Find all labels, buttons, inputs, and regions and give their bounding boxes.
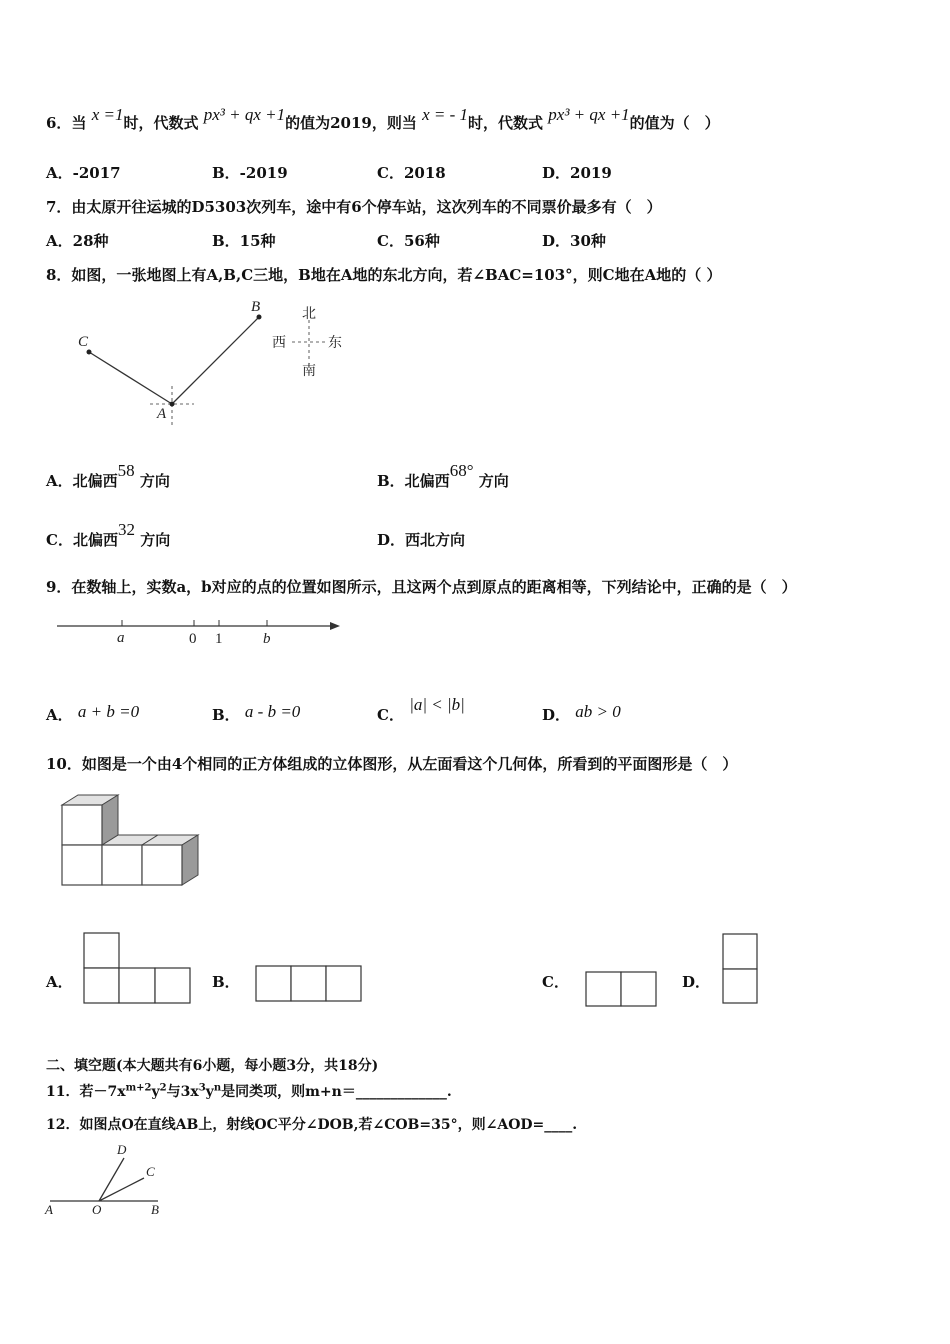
q6-math-2: px³ + qx +1 (203, 105, 286, 124)
q7-option-c: C．56种 (377, 232, 440, 250)
question-8: 8．如图，一张地图上有A,B,C三地，B地在A地的东北方向，若∠BAC=103°，则C地在A地的（ ） (46, 266, 722, 284)
q7-option-a: A．28种 (46, 232, 109, 250)
q6-option-c: C．2018 (377, 164, 446, 182)
compass-east: 东 (328, 335, 342, 351)
q6-option-d: D．2019 (542, 164, 612, 182)
q12-label-c: C (146, 1164, 155, 1179)
q11-text-1: 11．若－7x (46, 1084, 126, 1100)
q11-exp-4: n (213, 1082, 222, 1094)
question-9: 9．在数轴上，实数a，b对应的点的位置如图所示，且这两个点到原点的距离相等，下列结论中，正确的是（ ） (46, 578, 797, 596)
q10-option-d: D． (682, 973, 711, 991)
q6-math-3: x = - 1 (422, 105, 469, 124)
q11-text-3: 与3x (166, 1084, 199, 1100)
q6-option-b: B．-2019 (212, 164, 288, 182)
label-c: C (78, 334, 89, 350)
q6-text-2: 时，代数式 (123, 114, 199, 132)
q10-option-b: B． (212, 973, 240, 991)
q12-label-a: A (45, 1202, 53, 1217)
q6-text-1: 当 (71, 114, 87, 132)
q8-option-a-prefix: A．北偏西 (46, 472, 118, 490)
q7-option-d: D．30种 (542, 232, 606, 250)
q9-option-d-label: D． (542, 706, 571, 724)
q12-label-o: O (92, 1202, 102, 1217)
q11-exp-2: 2 (159, 1082, 167, 1094)
q6-number: 6． (46, 114, 72, 132)
label-a: A (157, 406, 167, 422)
q9-option-a-label: A． (46, 706, 73, 724)
q9-option-c-label: C． (377, 706, 404, 724)
q11-exp-3: 3 (198, 1082, 206, 1094)
label-b: B (251, 299, 261, 315)
q8-option-c-prefix: C．北偏西 (46, 531, 118, 549)
q7-option-b: B．15种 (212, 232, 276, 250)
q8-option-c-value: 32 (117, 520, 135, 539)
q6-math-4: px³ + qx +1 (548, 105, 630, 124)
q6-math-1: x =1 (91, 105, 124, 124)
axis-label-a: a (117, 630, 125, 646)
q11-text-5: 是同类项，则m+n＝_____________. (221, 1084, 452, 1100)
q11-exp-1: m+2 (125, 1082, 152, 1094)
q12-label-b: B (151, 1202, 159, 1217)
q8-option-a-suffix: 方向 (139, 472, 170, 490)
q11-text-2: y (151, 1084, 160, 1100)
q8-option-c-suffix: 方向 (140, 531, 171, 549)
q6-text-5: 的值为（ ） (629, 114, 720, 132)
compass-south: 南 (302, 363, 316, 379)
axis-label-0: 0 (189, 631, 197, 647)
q10-option-c: C． (542, 973, 569, 991)
q8-option-a-value: 58 (117, 461, 135, 480)
section-2-title: 二、填空题(本大题共有6小题，每小题3分，共18分) (46, 1058, 379, 1074)
q9-option-b-label: B． (212, 706, 240, 724)
q12-label-d: D (117, 1142, 127, 1157)
q9-option-c-math: |a| < |b| (409, 695, 465, 714)
q8-option-d-prefix: D．西北方向 (377, 531, 466, 549)
q6-option-a: A．-2017 (46, 164, 121, 182)
axis-label-1: 1 (215, 631, 223, 647)
q8-option-b-value: 68° (449, 461, 474, 480)
question-12: 12．如图点O在直线AB上，射线OC平分∠DOB,若∠COB=35°，则∠AOD=____. (46, 1117, 578, 1133)
q9-option-d-math: ab > 0 (575, 702, 621, 721)
compass-west: 西 (272, 335, 286, 351)
question-10: 10．如图是一个由4个相同的正方体组成的立体图形，从左面看这个几何体，所看到的平面图形是（ ） (46, 755, 738, 773)
compass-north: 北 (302, 306, 316, 322)
q10-option-a: A． (46, 973, 73, 991)
q8-option-b-prefix: B．北偏西 (377, 472, 450, 490)
q11-text-4: y (205, 1084, 214, 1100)
q9-option-a-math: a + b =0 (77, 702, 140, 721)
q6-text-4: 时，代数式 (468, 114, 544, 132)
q9-option-b-math: a - b =0 (244, 702, 301, 721)
q6-text-3: 的值为2019，则当 (285, 114, 417, 132)
q8-option-b-suffix: 方向 (478, 472, 509, 490)
axis-label-b: b (263, 631, 271, 647)
question-7: 7．由太原开往运城的D5303次列车，途中有6个停车站，这次列车的不同票价最多有（ ） (46, 198, 662, 216)
